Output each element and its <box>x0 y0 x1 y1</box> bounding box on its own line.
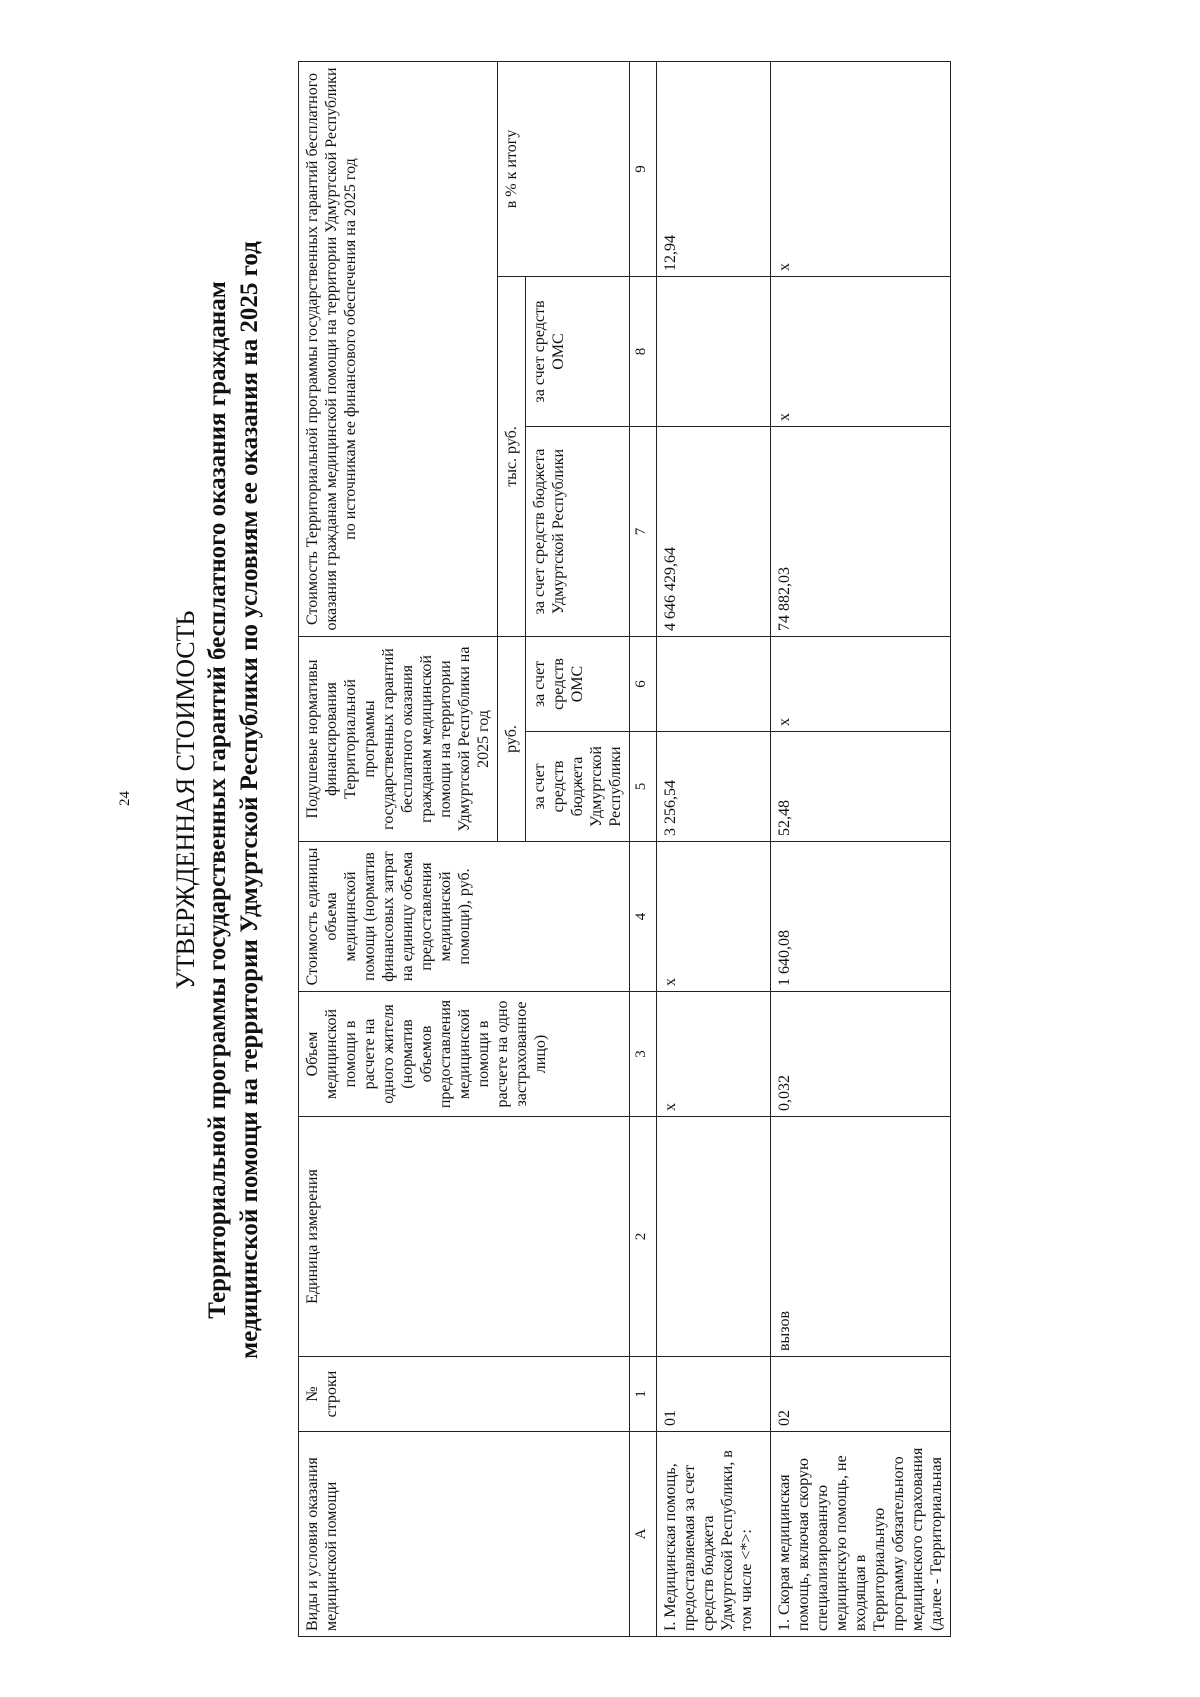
index-cell: 3 <box>630 992 657 1117</box>
row-line: 01 <box>657 1357 771 1432</box>
row-name: I. Медицинская помощь, предоставляемая за счет средств бюджета Удмуртской Республики, в том числе <*>: <box>657 1432 771 1637</box>
header-col-6: за счет средств ОМС <box>526 637 630 732</box>
document-subtitle-line-1: Территориальной программы государственных гарантий бесплатного оказания гражданам <box>204 281 231 1319</box>
header-col-2: Единица измерения <box>299 1117 630 1357</box>
table-row <box>771 61 951 1636</box>
row-unit-cost: 1 640,08 <box>771 842 951 992</box>
index-cell: 7 <box>630 427 657 637</box>
index-cell: 9 <box>630 61 657 276</box>
header-thous-rub: тыс. руб. <box>498 277 526 637</box>
row-pct: 12,94 <box>657 61 771 276</box>
header-row-1 <box>299 61 498 1636</box>
row-pc-oms: х <box>771 637 951 732</box>
row-cost-oms <box>657 277 771 427</box>
header-col-5-6: Подушевые нормативы финансирования Территориальной программы государственных гарантий бесплатного оказания гражданам медицинской помощи на территории Удмуртской Республики на 2025 год <box>299 637 498 842</box>
index-cell: 2 <box>630 1117 657 1357</box>
header-col-7: за счет средств бюджета Удмуртской Республики <box>526 427 630 637</box>
header-col-1: № строки <box>299 1357 630 1432</box>
index-cell: 8 <box>630 277 657 427</box>
row-volume: 0,032 <box>771 992 951 1117</box>
header-col-a: Виды и условия оказания медицинской помощи <box>299 1432 630 1637</box>
index-row <box>630 61 657 1636</box>
index-cell: А <box>630 1432 657 1637</box>
row-cost-budget: 4 646 429,64 <box>657 427 771 637</box>
document-title: УТВЕРЖДЕННАЯ СТОИМОСТЬ <box>171 610 200 990</box>
cost-table <box>298 61 951 1637</box>
row-line: 02 <box>771 1357 951 1432</box>
row-unit-cost: х <box>657 842 771 992</box>
index-cell: 4 <box>630 842 657 992</box>
header-col-4: Стоимость единицы объема медицинской помощи (норматив финансовых затрат на единицу объема предоставления медицинской помощи), руб. <box>299 842 630 992</box>
document-subtitle-line-2: медицинской помощи на территории Удмуртской Республики по условиям ее оказания на 2025 год <box>236 241 263 1359</box>
row-unit <box>657 1117 771 1357</box>
row-pct: х <box>771 61 951 276</box>
row-unit: вызов <box>771 1117 951 1357</box>
index-cell: 6 <box>630 637 657 732</box>
title-block <box>170 150 266 1450</box>
page-number: 24 <box>117 791 133 806</box>
row-pc-budget: 3 256,54 <box>657 732 771 842</box>
header-col-8: за счет средств ОМС <box>526 277 630 427</box>
header-col-5: за счет средств бюджета Удмуртской Республики <box>526 732 630 842</box>
header-pct: в % к итогу <box>498 61 630 276</box>
cost-table-wrapper <box>298 62 1023 1637</box>
index-cell: 1 <box>630 1357 657 1432</box>
header-col-3: Объем медицинской помощи в расчете на одного жителя (норматив объемов предоставления медицинской помощи в расчете на одно застрахованное лицо) <box>299 992 630 1117</box>
header-col-7-9: Стоимость Территориальной программы государственных гарантий бесплатного оказания гражданам медицинской помощи на территории Удмуртской Республики по источникам ее финансового обеспечения на 2025 год <box>299 61 498 636</box>
header-rub: руб. <box>498 637 526 842</box>
table-row <box>657 61 771 1636</box>
row-name: 1. Скорая медицинская помощь, включая скорую специализированную медицинскую помощь, не входящая в Территориальную программу обязательного медицинского страхования (далее - Территориальная <box>771 1432 951 1637</box>
row-cost-oms: х <box>771 277 951 427</box>
index-cell: 5 <box>630 732 657 842</box>
row-cost-budget: 74 882,03 <box>771 427 951 637</box>
row-volume: х <box>657 992 771 1117</box>
row-pc-oms <box>657 637 771 732</box>
row-pc-budget: 52,48 <box>771 732 951 842</box>
